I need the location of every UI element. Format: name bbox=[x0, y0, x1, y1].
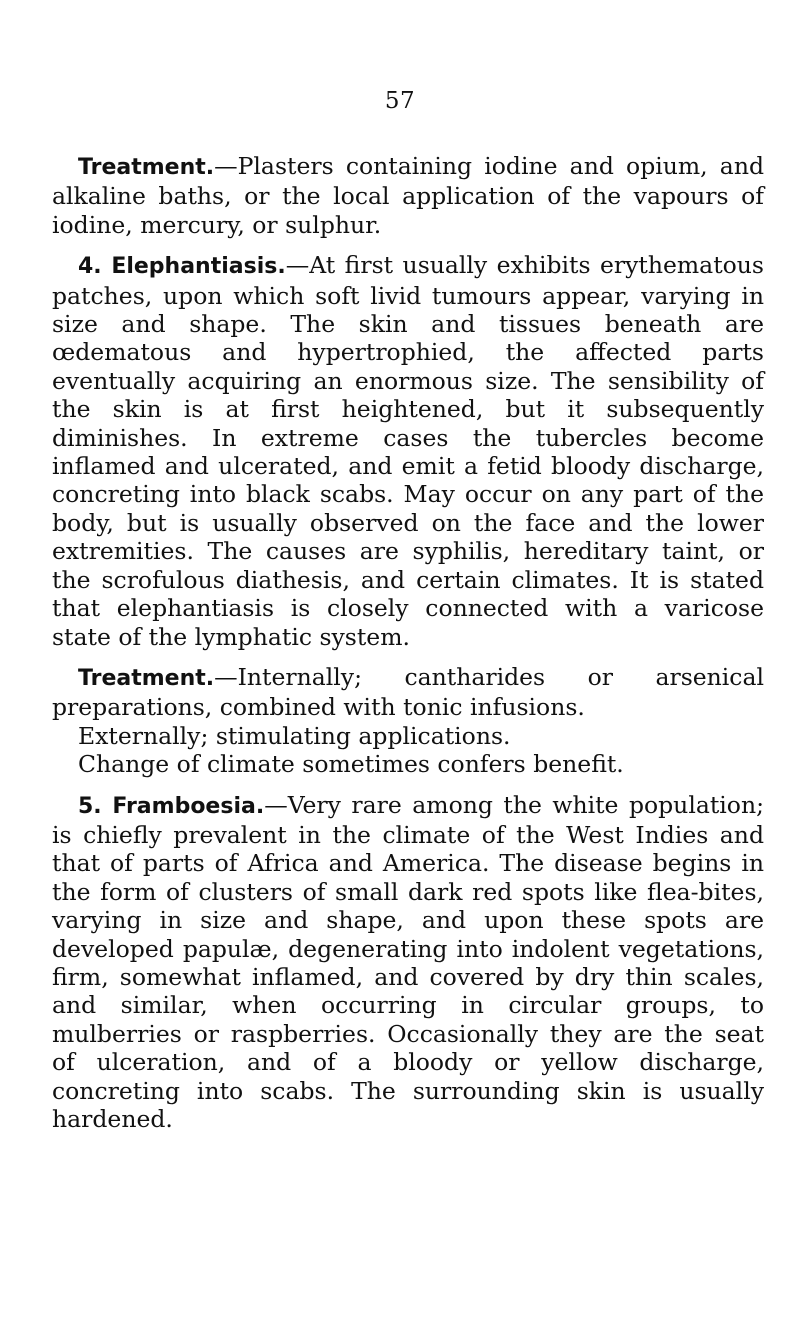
heading-treatment: Treatment. bbox=[78, 665, 215, 691]
body-text bbox=[52, 152, 764, 1145]
paragraph-treatment-internal bbox=[52, 663, 764, 722]
heading-elephantiasis: 4. Elephantiasis. bbox=[78, 254, 286, 280]
page-number: 57 bbox=[384, 88, 416, 114]
paragraph-framboesia bbox=[52, 791, 764, 1134]
heading-framboesia: 5. Framboesia. bbox=[78, 793, 265, 819]
paragraph-text: —Very rare among the white population; is chiefly prevalent in the climate of the West Indies and that of parts of Africa and America. The disease begins in the form of clusters of small dark red spots like flea-bites, varying in size and shape, and upon these spots are developed papulæ, degenerating into indolent vegetations, firm, somewhat inflamed, and covered by dry thin scales, and similar, when occurring in circular groups, to mulberries or raspberries. Occasionally they are the seat of ulceration, and of a bloody or yellow discharge, concreting into scabs. The surrounding skin is usually hardened. bbox=[52, 790, 765, 1133]
paragraph-elephantiasis bbox=[52, 251, 764, 651]
paragraph-treatment-climate bbox=[52, 750, 764, 778]
paragraph-text: —At first usually exhibits erythematous patches, upon which soft livid tumours appear, varying in size and shape. The skin and tissues beneath are œdematous and hypertrophied, the affected parts eventually acquiring an enormous size. The sensibility of the skin is at first heightened, but it subsequently diminishes. In extreme cases the tubercles become inflamed and ulcerated, and emit a fetid bloody discharge, concreting into black scabs. May occur on any part of the body, but is usually observed on the face and the lower extremities. The causes are syphilis, hereditary taint, or the scrofulous diathesis, and certain climates. It is stated that elephantiasis is closely connected with a varicose state of the lymphatic system. bbox=[52, 251, 764, 651]
paragraph-text: Externally; stimulating applications. bbox=[78, 721, 511, 750]
paragraph-treatment-plasters bbox=[52, 152, 764, 239]
paragraph-text: —Plasters containing iodine and opium, and alkaline baths, or the local application of the vapours of iodine, mercury, or sulphur. bbox=[52, 152, 764, 239]
paragraph-text: —Internally; cantharides or arsenical preparations, combined with tonic infusions. bbox=[52, 662, 764, 722]
paragraph-text: Change of climate sometimes confers benefit. bbox=[78, 750, 624, 779]
paragraph-treatment-external bbox=[52, 722, 764, 750]
heading-treatment: Treatment. bbox=[78, 155, 215, 180]
